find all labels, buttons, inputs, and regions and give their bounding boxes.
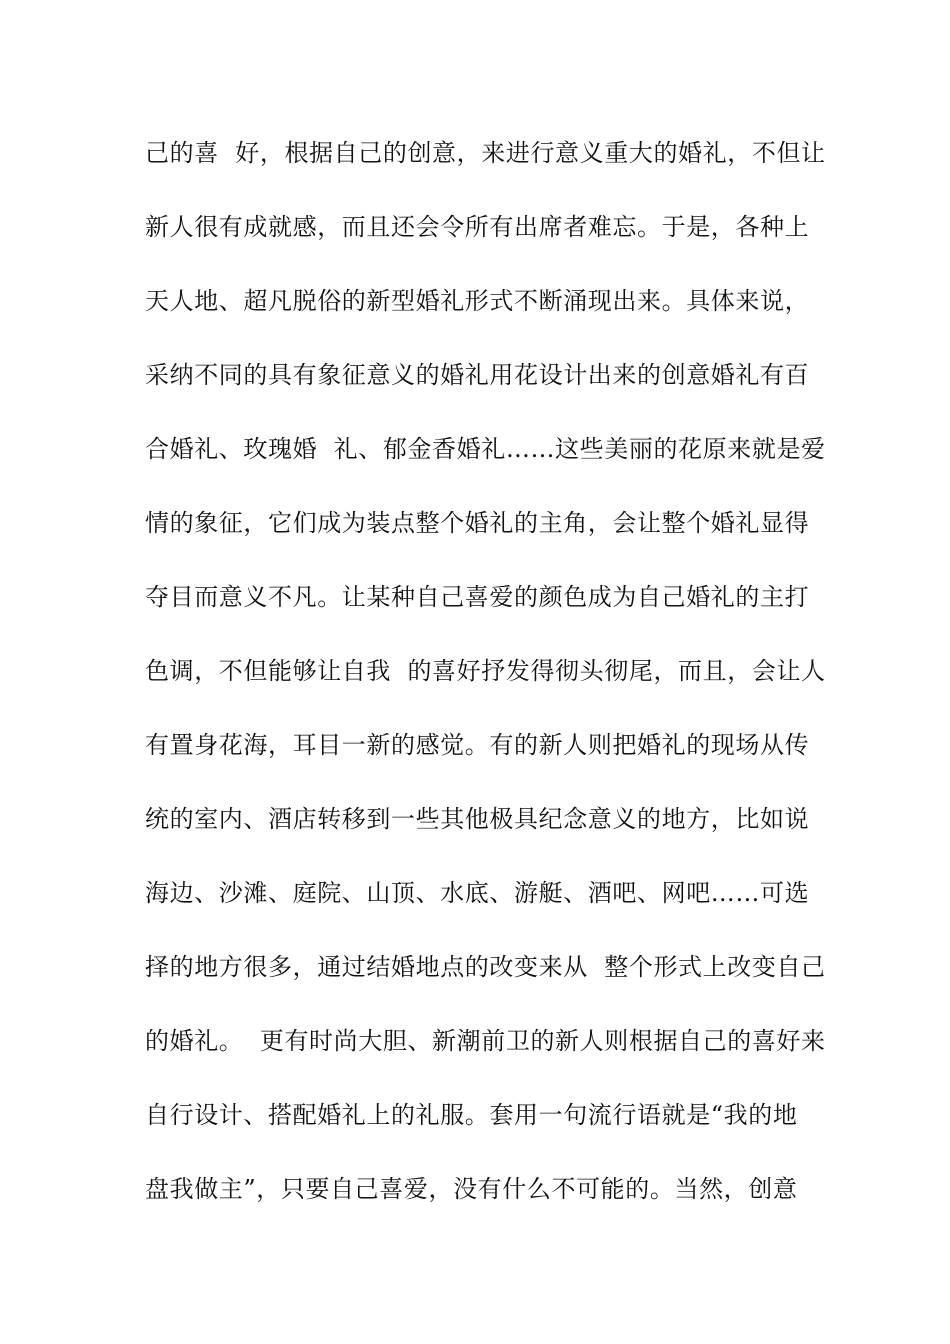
text-line: 己的喜 好，根据自己的创意，来进行意义重大的婚礼，不但让 <box>145 139 826 167</box>
text-line: 自行设计、搭配婚礼上的礼服。套用一句流行语就是“我的地 <box>145 1101 798 1129</box>
text-line: 海边、沙滩、庭院、山顶、水底、游艇、酒吧、网吧……可选 <box>145 879 810 907</box>
body-text <box>145 130 826 1240</box>
text-line: 合婚礼、玫瑰婚 礼、郁金香婚礼……这些美丽的花原来就是爱 <box>145 435 826 463</box>
text-line: 夺目而意义不凡。让某种自己喜爱的颜色成为自己婚礼的主打 <box>145 583 810 611</box>
text-line: 新人很有成就感，而且还会令所有出席者难忘。于是，各种上 <box>145 213 810 241</box>
text-line: 色调，不但能够让自我 的喜好抒发得彻头彻尾，而且，会让人 <box>145 657 826 685</box>
text-line: 盘我做主”，只要自己喜爱，没有什么不可能的。当然，创意 <box>145 1175 798 1203</box>
text-line: 的婚礼。 更有时尚大胆、新潮前卫的新人则根据自己的喜好来 <box>145 1027 826 1055</box>
text-line: 统的室内、酒店转移到一些其他极具纪念意义的地方，比如说 <box>145 805 810 833</box>
text-line: 情的象征，它们成为装点整个婚礼的主角，会让整个婚礼显得 <box>145 509 810 537</box>
text-line: 采纳不同的具有象征意义的婚礼用花设计出来的创意婚礼有百 <box>145 361 810 389</box>
text-line: 择的地方很多，通过结婚地点的改变来从 整个形式上改变自己 <box>145 953 826 981</box>
text-line: 有置身花海，耳目一新的感觉。有的新人则把婚礼的现场从传 <box>145 731 810 759</box>
text-line: 天人地、超凡脱俗的新型婚礼形式不断涌现出来。具体来说， <box>145 287 810 315</box>
